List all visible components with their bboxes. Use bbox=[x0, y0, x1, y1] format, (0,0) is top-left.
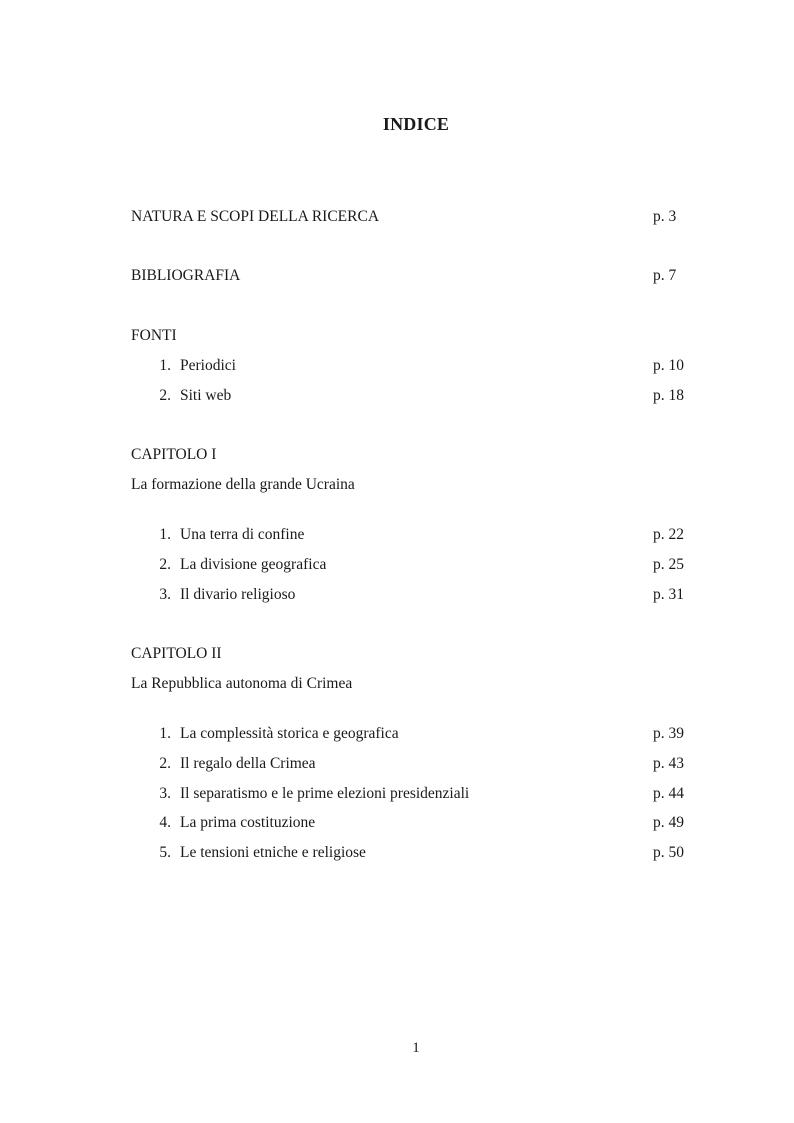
toc-entry-label: BIBLIOGRAFIA bbox=[131, 267, 241, 284]
toc-subentry-number: 5. bbox=[159, 844, 171, 861]
toc-subentry-page: p. 50 bbox=[653, 844, 684, 861]
toc-entry-page: p. 7 bbox=[653, 267, 677, 284]
toc-chapter-1-heading bbox=[131, 444, 691, 466]
toc-subentry[interactable] bbox=[131, 385, 691, 407]
toc-subentry-number: 1. bbox=[159, 357, 171, 374]
toc-subentry[interactable] bbox=[131, 812, 691, 834]
toc-subentry-number: 3. bbox=[159, 785, 171, 802]
toc-subentry-number: 1. bbox=[159, 526, 171, 543]
toc-chapter-2-heading bbox=[131, 643, 691, 665]
toc-subentry[interactable] bbox=[131, 524, 691, 546]
toc-subentry-page: p. 49 bbox=[653, 814, 684, 831]
toc-subentry-page: p. 25 bbox=[653, 556, 684, 573]
toc-subentry-label: Le tensioni etniche e religiose bbox=[180, 844, 366, 861]
toc-subentry-page: p. 43 bbox=[653, 755, 684, 772]
toc-subentry-page: p. 22 bbox=[653, 526, 684, 543]
page-number: 1 bbox=[412, 1040, 420, 1056]
toc-entry-label: NATURA E SCOPI DELLA RICERCA bbox=[131, 208, 380, 225]
toc-chapter-1-subtitle bbox=[131, 474, 691, 496]
toc-subentry-page: p. 18 bbox=[653, 387, 684, 404]
toc-subentry-page: p. 10 bbox=[653, 357, 684, 374]
toc-chapter-2-subtitle bbox=[131, 673, 691, 695]
toc-subentry-label: Il regalo della Crimea bbox=[180, 755, 316, 772]
toc-entry-bibliografia[interactable] bbox=[131, 265, 691, 287]
toc-subentry-label: Il separatismo e le prime elezioni presidenziali bbox=[180, 785, 470, 802]
toc-chapter-subtitle: La formazione della grande Ucraina bbox=[131, 476, 355, 493]
toc-subentry[interactable] bbox=[131, 842, 691, 864]
toc-subentry-label: Una terra di confine bbox=[180, 526, 305, 543]
toc-subentry-label: La complessità storica e geografica bbox=[180, 725, 399, 742]
page-title: INDICE bbox=[382, 114, 450, 134]
toc-subentry-page: p. 31 bbox=[653, 586, 684, 603]
toc-section-fonti bbox=[131, 325, 691, 347]
toc-section-label: FONTI bbox=[131, 327, 177, 344]
toc-chapter-subtitle: La Repubblica autonoma di Crimea bbox=[131, 675, 353, 692]
toc-subentry[interactable] bbox=[131, 783, 691, 805]
toc-subentry-label: Periodici bbox=[180, 357, 236, 374]
toc-subentry-label: Siti web bbox=[180, 387, 232, 404]
toc-subentry-label: La prima costituzione bbox=[180, 814, 316, 831]
toc-subentry-page: p. 44 bbox=[653, 785, 684, 802]
toc-subentry[interactable] bbox=[131, 723, 691, 745]
toc-subentry-label: La divisione geografica bbox=[180, 556, 327, 573]
toc-entry-page: p. 3 bbox=[653, 208, 677, 225]
toc-subentry[interactable] bbox=[131, 355, 691, 377]
toc-subentry-number: 2. bbox=[159, 387, 171, 404]
toc-subentry-number: 4. bbox=[159, 814, 171, 831]
toc-subentry-page: p. 39 bbox=[653, 725, 684, 742]
toc-subentry-number: 1. bbox=[159, 725, 171, 742]
toc-subentry-number: 2. bbox=[159, 755, 171, 772]
toc-subentry-label: Il divario religioso bbox=[180, 586, 296, 603]
toc-entry-natura[interactable] bbox=[131, 206, 691, 228]
toc-chapter-label: CAPITOLO I bbox=[131, 446, 217, 463]
toc-subentry[interactable] bbox=[131, 554, 691, 576]
toc-subentry[interactable] bbox=[131, 753, 691, 775]
toc-chapter-label: CAPITOLO II bbox=[131, 645, 222, 662]
toc-subentry[interactable] bbox=[131, 584, 691, 606]
toc-subentry-number: 3. bbox=[159, 586, 171, 603]
toc-subentry-number: 2. bbox=[159, 556, 171, 573]
